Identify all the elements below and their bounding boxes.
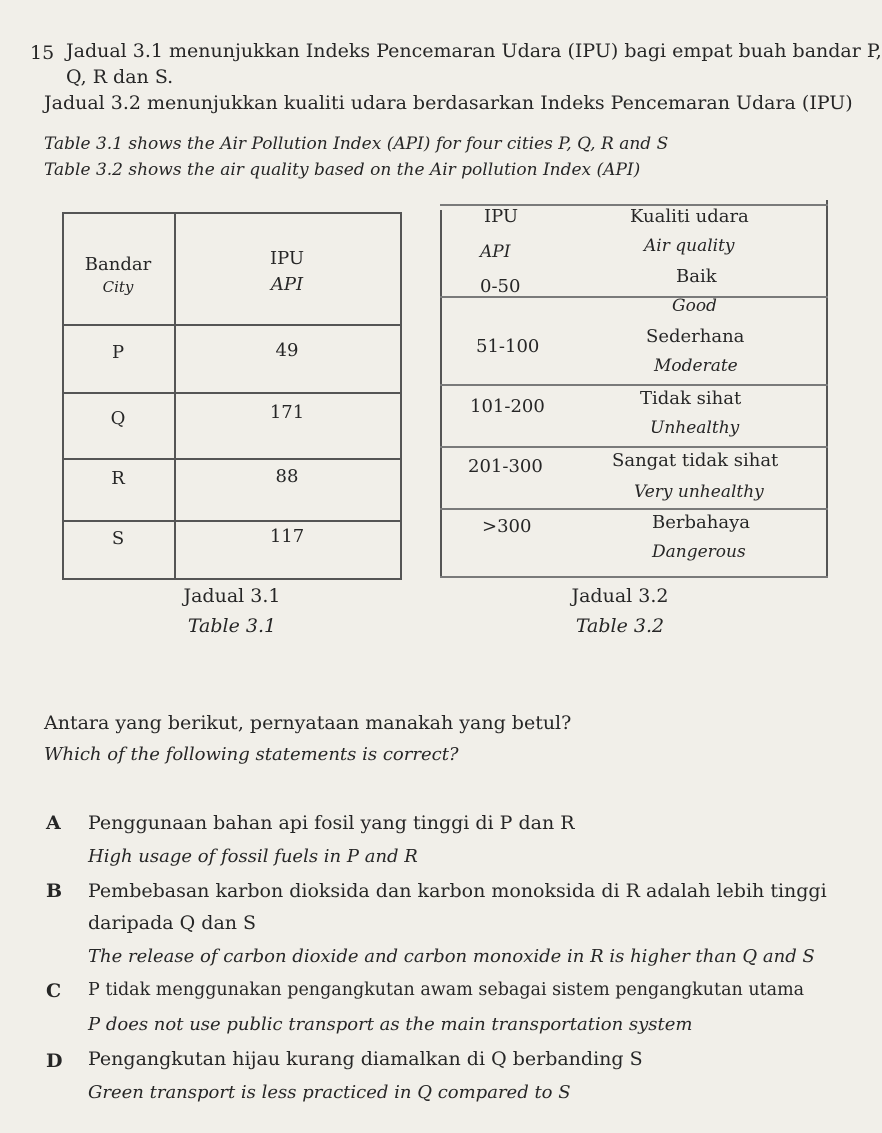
table-cell-quality-en: Dangerous — [652, 542, 746, 562]
question-text-en: Which of the following statements is correct? — [44, 744, 459, 765]
intro-en-line-2: Table 3.2 shows the air quality based on the Air pollution Index (API) — [44, 160, 641, 180]
option-text-ms: Pengangkutan hijau kurang diamalkan di Q berbanding S — [88, 1048, 643, 1070]
question-number — [30, 42, 54, 64]
table-cell-quality-en: Moderate — [654, 356, 738, 376]
table-cell-quality-ms: Berbahaya — [652, 512, 750, 533]
table-cell-city: S — [111, 528, 125, 549]
table-cell-quality-ms: Baik — [676, 266, 717, 287]
table-cell-city: P — [111, 342, 125, 363]
header-quality-ms: Kualiti udara — [630, 206, 749, 227]
table-cell-quality-ms: Sederhana — [646, 326, 745, 347]
table-cell-api: 88 — [275, 466, 299, 487]
table-cell-quality-en: Unhealthy — [650, 418, 740, 438]
table-3-2-caption-en: Table 3.2 — [575, 615, 665, 637]
option-letter: D — [46, 1050, 63, 1072]
intro-ms-line-3: Jadual 3.2 menunjukkan kualiti udara berdasarkan Indeks Pencemaran Udara (IPU) — [44, 92, 853, 114]
option-text-ms: P tidak menggunakan pengangkutan awam sebagai sistem pengangkutan utama — [88, 980, 805, 1000]
question-number-text: 15 — [30, 42, 55, 64]
option-text-ms: Penggunaan bahan api fosil yang tinggi di P dan R — [88, 812, 575, 834]
table-cell-api: 49 — [275, 340, 299, 361]
table-3-1 — [62, 212, 402, 580]
table-border — [440, 576, 828, 578]
header-city-en: City — [102, 278, 134, 296]
table-divider — [62, 458, 402, 460]
header-api-en: API — [480, 242, 511, 262]
table-3-2-caption-ms: Jadual 3.2 — [571, 585, 669, 607]
question-text-ms: Antara yang berikut, pernyataan manakah yang betul? — [44, 712, 572, 734]
header-city-ms: Bandar — [84, 254, 152, 275]
table-divider — [62, 520, 402, 522]
table-divider — [62, 392, 402, 394]
header-quality-en: Air quality — [644, 236, 735, 256]
header-api-ms: IPU — [484, 206, 519, 227]
table-border — [62, 212, 402, 214]
table-cell-api: 171 — [269, 402, 305, 423]
table-cell-range: 201-300 — [468, 456, 543, 477]
intro-en-line-1: Table 3.1 shows the Air Pollution Index (API) for four cities P, Q, R and S — [44, 134, 669, 154]
table-border — [826, 200, 828, 578]
table-cell-quality-en: Very unhealthy — [634, 482, 764, 502]
table-3-1-caption-ms: Jadual 3.1 — [183, 585, 281, 607]
option-text-en: P does not use public transport as the main transportation system — [88, 1014, 693, 1035]
table-cell-quality-ms: Tidak sihat — [640, 388, 742, 409]
table-divider — [440, 384, 828, 386]
table-cell-quality-en: Good — [672, 296, 717, 316]
table-cell-range: 101-200 — [470, 396, 545, 417]
table-3-2 — [440, 200, 830, 580]
table-cell-range: 0-50 — [480, 276, 521, 297]
option-text-en: High usage of fossil fuels in P and R — [88, 846, 418, 867]
option-letter: B — [46, 880, 63, 902]
table-3-1-caption-en: Table 3.1 — [187, 615, 277, 637]
table-divider — [62, 324, 402, 326]
intro-ms-line-1: Jadual 3.1 menunjukkan Indeks Pencemaran Udara (IPU) bagi empat buah bandar P, — [66, 40, 882, 62]
table-divider — [440, 446, 828, 448]
header-api-ms: IPU — [269, 248, 305, 269]
option-text-en: Green transport is less practiced in Q compared to S — [88, 1082, 571, 1103]
option-text-ms: Pembebasan karbon dioksida dan karbon monoksida di R adalah lebih tinggi — [88, 880, 827, 902]
option-text-en: The release of carbon dioxide and carbon monoxide in R is higher than Q and S — [88, 946, 815, 967]
table-cell-range: >300 — [482, 516, 532, 537]
table-cell-api: 117 — [269, 526, 305, 547]
table-border — [440, 210, 442, 578]
table-divider — [440, 508, 828, 510]
table-border — [62, 578, 402, 580]
intro-ms-line-2: Q, R dan S. — [66, 66, 174, 88]
table-cell-city: R — [111, 468, 125, 489]
option-text-ms-continued: daripada Q dan S — [88, 912, 257, 934]
option-letter: C — [46, 980, 62, 1002]
option-letter: A — [46, 812, 61, 834]
table-border — [400, 212, 402, 580]
header-api-en: API — [270, 274, 304, 295]
table-cell-range: 51-100 — [476, 336, 540, 357]
table-cell-quality-ms: Sangat tidak sihat — [612, 450, 779, 471]
table-cell-city: Q — [110, 408, 126, 429]
